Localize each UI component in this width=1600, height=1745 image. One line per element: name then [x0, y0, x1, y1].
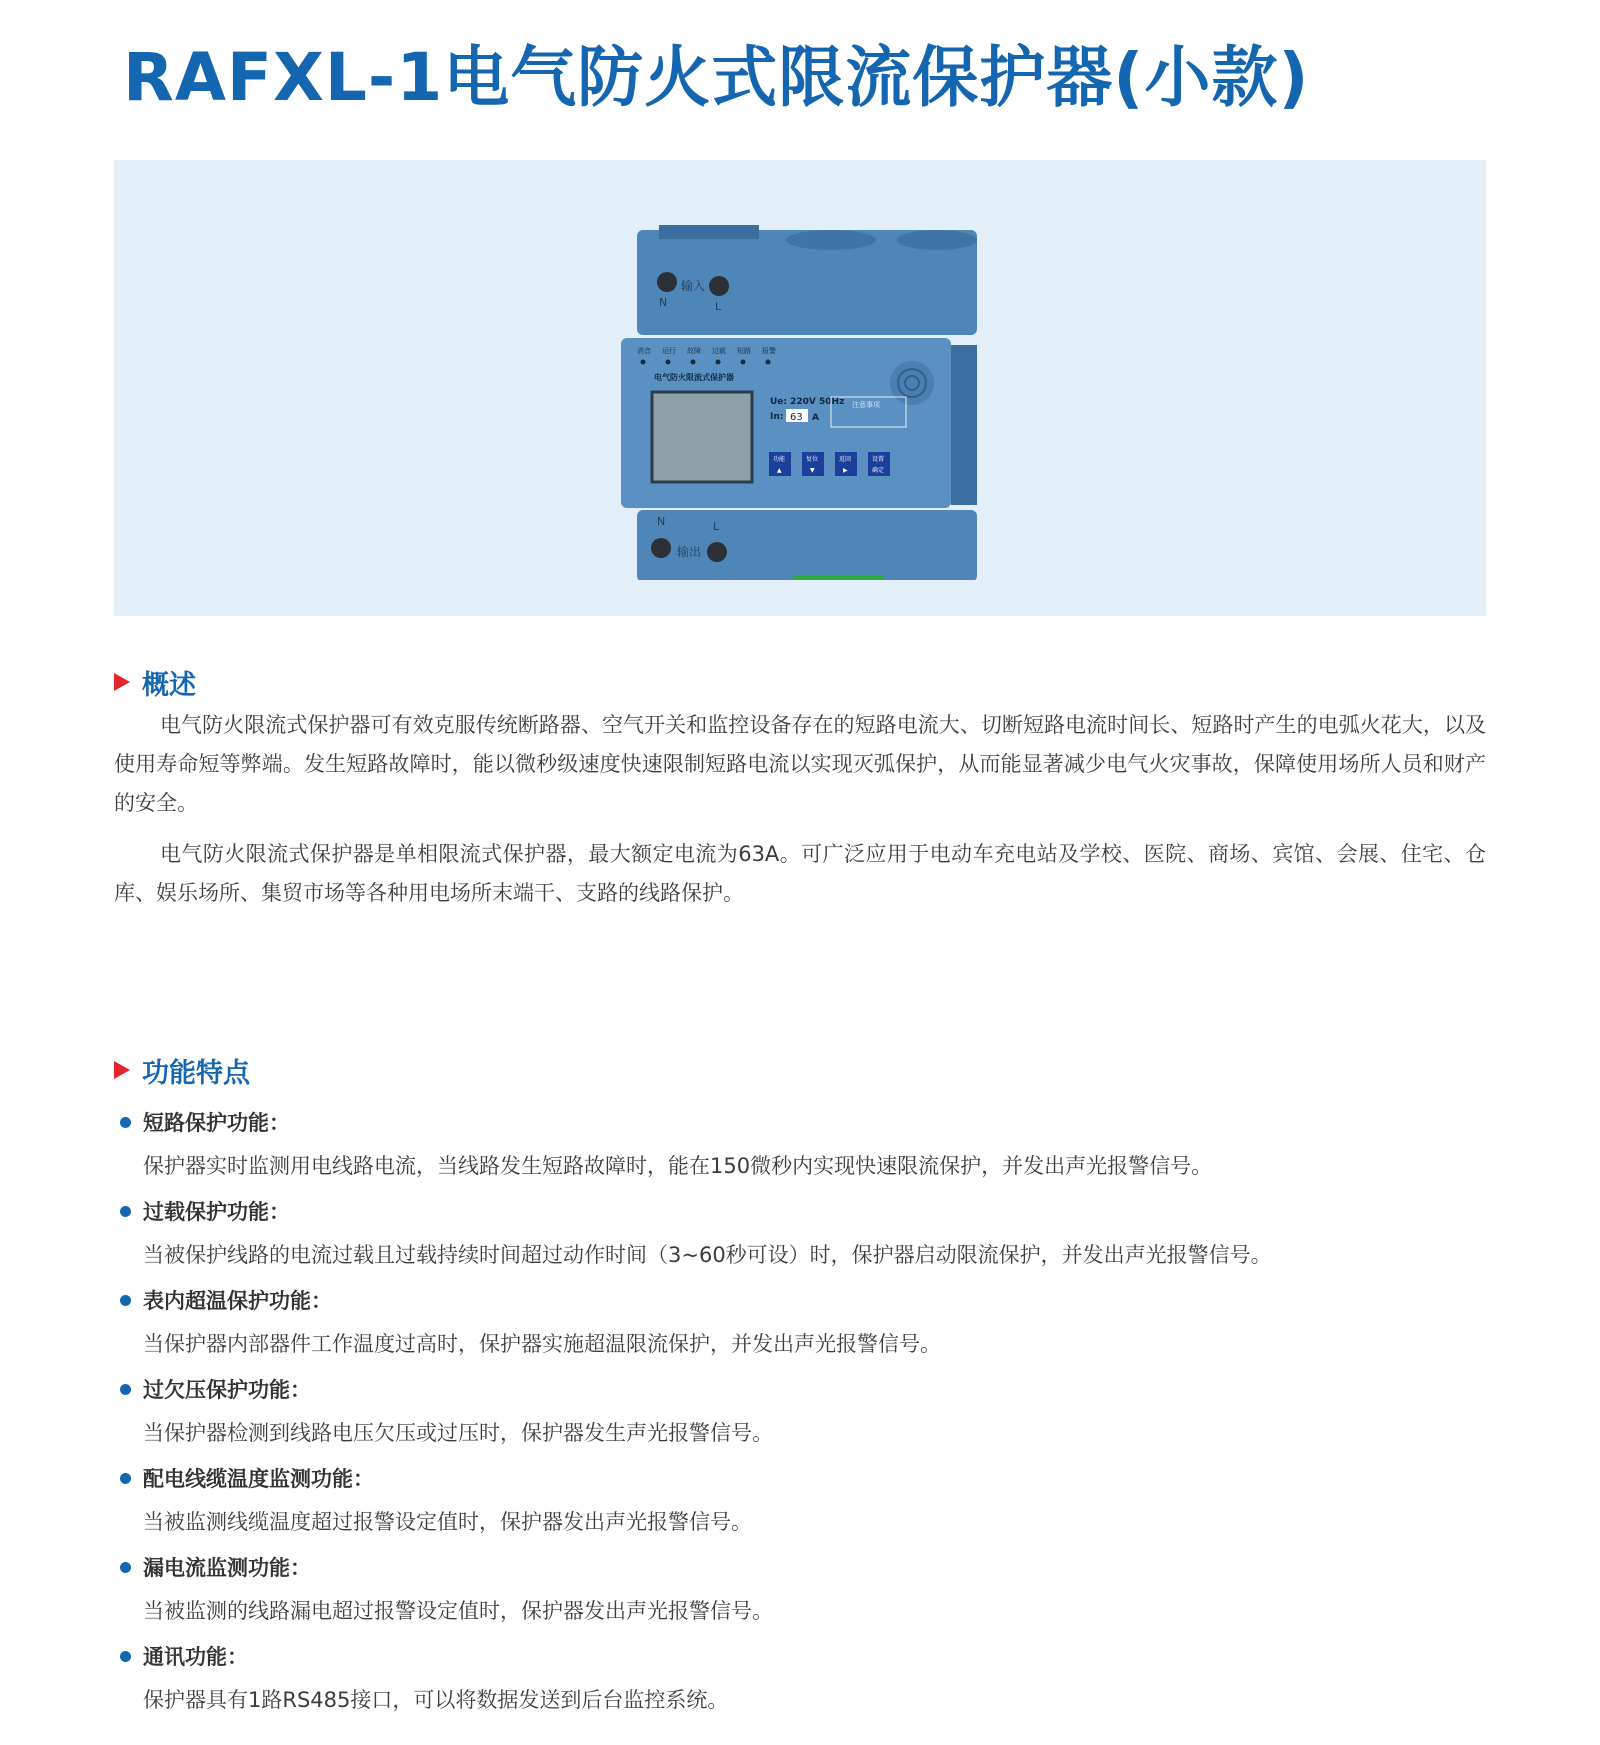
features-title: 功能特点: [142, 1057, 250, 1089]
button-label: 功能: [773, 456, 786, 463]
feature-item: [114, 1636, 1486, 1720]
product-image-panel: [114, 160, 1486, 616]
feature-title: 过欠压保护功能：: [143, 1378, 311, 1402]
indicator-label: 报警: [762, 347, 776, 355]
feature-desc: 当保护器检测到线路电压欠压或过压时，保护器发生声光报警信号。: [143, 1421, 773, 1445]
overview-paragraph-2: 电气防火限流式保护器是单相限流式保护器，最大额定电流为63A。可广泛应用于电动车充电站及学校、医院、商场、宾馆、会展、住宅、仓库、娱乐场所、集贸市场等各种用电场所末端干、支路的线路保护。: [114, 842, 1486, 905]
indicator-label: 故障: [687, 347, 701, 355]
button-label: 设置: [872, 456, 885, 463]
n-out-label: N: [657, 515, 666, 528]
feature-title: 短路保护功能：: [143, 1111, 290, 1135]
feature-desc: 当保护器内部器件工作温度过高时，保护器实施超温限流保护，并发出声光报警信号。: [143, 1332, 941, 1356]
feature-title: 过载保护功能：: [143, 1200, 290, 1224]
feature-desc: 当被监测的线路漏电超过报警设定值时，保护器发出声光报警信号。: [143, 1599, 773, 1623]
feature-desc: 保护器具有1路RS485接口，可以将数据发送到后台监控系统。: [143, 1688, 729, 1712]
feature-desc: 保护器实时监测用电线路电流，当线路发生短路故障时，能在150微秒内实现快速限流保护，并发出声光报警信号。: [143, 1154, 1213, 1178]
button-label: 确定: [872, 467, 885, 474]
dot-bullet-icon: [120, 1295, 131, 1306]
feature-item: [114, 1102, 1486, 1186]
features-heading: [114, 1050, 250, 1090]
in-unit: A: [812, 413, 819, 423]
in-label: In:: [770, 412, 784, 422]
n-in-label: N: [659, 296, 668, 309]
feature-item: [114, 1458, 1486, 1542]
speaker-grille-icon: [890, 361, 934, 405]
feature-item: [114, 1547, 1486, 1631]
dot-bullet-icon: [120, 1562, 131, 1573]
indicator-label: 消音: [637, 347, 651, 355]
feature-item: [114, 1280, 1486, 1364]
terminal-block: [794, 575, 884, 580]
feature-title: 配电线缆温度监测功能：: [143, 1467, 374, 1491]
overview-paragraph-1: 电气防火限流式保护器可有效克服传统断路器、空气开关和监控设备存在的短路电流大、切断短路电流时间长、短路时产生的电弧火花大，以及使用寿命短等弊端。发生短路故障时，能以微秒级速度快速限制短路电流以实现灭弧保护，从而能显著减少电气火灾事故，保障使用场所人员和财产的安全。: [114, 713, 1486, 815]
button-label: ▶: [843, 467, 848, 474]
feature-item: [114, 1369, 1486, 1453]
notice-title: 注意事项: [852, 401, 880, 409]
feature-desc: 当被保护线路的电流过载且过载持续时间超过动作时间（3~60秒可设）时，保护器启动限流保护，并发出声光报警信号。: [143, 1243, 1272, 1267]
indicator-label: 运行: [662, 347, 676, 355]
output-label: 输出: [677, 545, 702, 559]
feature-title: 通讯功能：: [143, 1645, 248, 1669]
l-out-label: L: [713, 520, 720, 533]
screw-n-in-icon: [657, 272, 677, 292]
triangle-bullet-icon: [114, 673, 130, 691]
l-in-label: L: [715, 300, 722, 313]
feature-item: [114, 1191, 1486, 1275]
button-label: 返回: [839, 456, 852, 463]
feature-desc: 当被监测线缆温度超过报警设定值时，保护器发出声光报警信号。: [143, 1510, 752, 1534]
feature-title: 表内超温保护功能：: [143, 1289, 332, 1313]
dot-bullet-icon: [120, 1384, 131, 1395]
in-value: 63: [790, 412, 803, 423]
button-label: ▼: [810, 467, 815, 474]
overview-heading: [114, 662, 196, 702]
screw-n-out-icon: [651, 538, 671, 558]
screw-l-out-icon: [707, 542, 727, 562]
page-title: RAFXL-1电气防火式限流保护器(小款): [123, 39, 1310, 116]
feature-title: 漏电流监测功能：: [143, 1556, 311, 1580]
dot-bullet-icon: [120, 1651, 131, 1662]
ue-text: Ue: 220V 50Hz: [770, 397, 845, 407]
dot-bullet-icon: [120, 1206, 131, 1217]
button-label: 复位: [806, 456, 819, 463]
input-label: 输入: [681, 279, 706, 293]
lcd-screen: [652, 392, 752, 482]
button-label: ▲: [777, 467, 782, 474]
device-illustration: [619, 190, 999, 580]
screw-l-in-icon: [709, 276, 729, 296]
dot-bullet-icon: [120, 1473, 131, 1484]
overview-title: 概述: [142, 669, 196, 701]
triangle-bullet-icon: [114, 1061, 130, 1079]
dot-bullet-icon: [120, 1117, 131, 1128]
panel-name: 电气防火限流式保护器: [654, 373, 734, 382]
indicator-label: 短路: [737, 347, 751, 355]
indicator-label: 过载: [712, 347, 726, 355]
